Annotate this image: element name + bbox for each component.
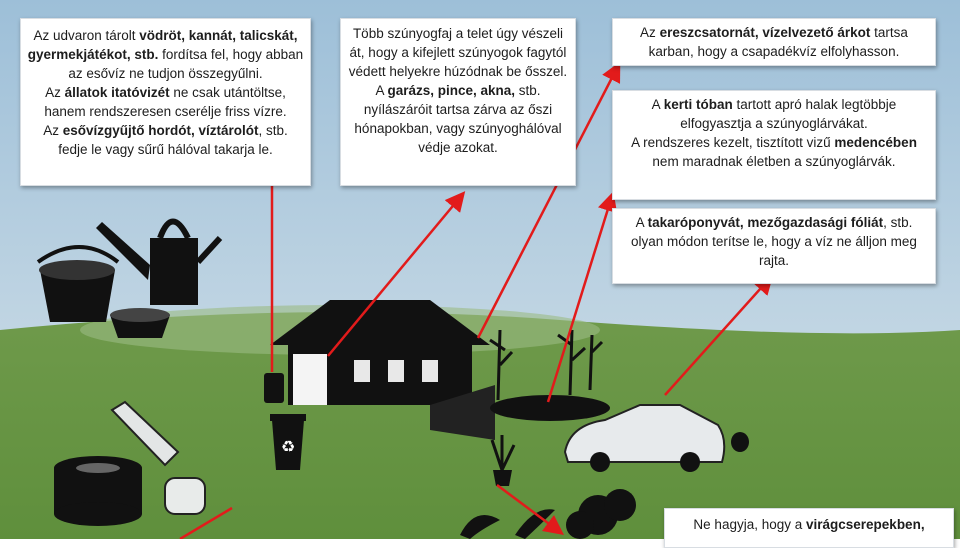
tip-text-run: Ne hagyja, hogy a <box>693 517 806 532</box>
tip-text-run: , stb. fedje le vagy sűrű hálóval takarja le. <box>58 123 288 157</box>
tip-emphasis: állatok itatóvizét <box>64 85 170 100</box>
tip-text-run: A <box>635 215 648 230</box>
tip-paragraph <box>347 24 569 157</box>
tip-text-run: Az <box>45 85 65 100</box>
tarp-tip-box <box>612 208 936 284</box>
pond-tip-text <box>619 95 929 171</box>
tip-emphasis: kerti tóban <box>663 97 733 112</box>
tip-text-run: nem maradnak életben a szúnyoglárvák. <box>652 154 896 169</box>
flowerpot-tip-box <box>664 508 954 548</box>
tip-paragraph <box>27 26 304 83</box>
tip-emphasis: esővízgyűjtő hordót, víztárolót <box>62 123 259 138</box>
tip-text-run: Az <box>640 25 660 40</box>
buildings-tip-box <box>340 18 576 186</box>
tip-text-run: Az udvaron tárolt <box>33 28 140 43</box>
tip-text-run: ne csak utántöltse, hanem rendszeresen cserélje friss vízre. <box>44 85 287 119</box>
tip-emphasis: vödröt, kannát, talicskát, gyermekjátékot, stb. <box>27 28 298 62</box>
jar-icon <box>165 478 205 514</box>
tip-text-run: stb. nyílászáróit tartsa zárva az őszi hónapokban, vagy szúnyoghálóval védje azokat. <box>354 83 562 155</box>
tip-text-run: A <box>651 97 664 112</box>
tip-text-run: Több szúnyogfaj a telet úgy vészeli át, hogy a kifejlett szúnyogok fagytól védett helyekre húzódnak be ősszel. A <box>348 26 568 98</box>
tip-text-run: , stb. olyan módon terítse le, hogy a víz ne álljon meg rajta. <box>631 215 917 268</box>
gutter-tip-box <box>612 18 936 66</box>
gutter-tip-text <box>619 23 929 61</box>
tip-text-run: Az <box>43 123 63 138</box>
tip-paragraph <box>619 23 929 61</box>
svg-text:♻: ♻ <box>280 437 296 456</box>
flowerpot-tip-text <box>671 515 947 534</box>
containers-tip-text <box>27 26 304 159</box>
tip-paragraph <box>619 133 929 171</box>
tarp-tip-text <box>619 213 929 270</box>
tip-paragraph <box>671 515 947 534</box>
tip-emphasis: virágcserepekben, <box>806 517 925 532</box>
tip-emphasis: takaróponyvát, mezőgazdasági fóliát <box>647 215 884 230</box>
containers-tip-box <box>20 18 311 186</box>
tip-paragraph <box>619 213 929 270</box>
tip-emphasis: garázs, pince, akna, <box>387 83 516 98</box>
recycle-bin-icon <box>270 414 306 470</box>
tip-paragraph <box>27 83 304 121</box>
pond-tip-box <box>612 90 936 200</box>
pet-bowl-icon <box>110 308 170 338</box>
tires-icon <box>54 456 142 526</box>
tip-emphasis: medencében <box>834 135 917 150</box>
tip-text-run: fordítsa fel, hogy abban az esővíz ne tudjon összegyűlni. <box>68 47 304 81</box>
tip-emphasis: ereszcsatornát, vízelvezető árkot <box>659 25 871 40</box>
tip-paragraph <box>619 95 929 133</box>
tip-text-run: tartsa karban, hogy a csapadékvíz elfolyhasson. <box>648 25 908 59</box>
buildings-tip-text <box>347 24 569 157</box>
tip-paragraph <box>27 121 304 159</box>
tip-text-run: A rendszeres kezelt, tisztított vizű <box>631 135 835 150</box>
tip-text-run: tartott apró halak legtöbbje elfogyasztja a szúnyoglárvákat. <box>680 97 897 131</box>
rain-barrel-icon <box>264 373 284 403</box>
